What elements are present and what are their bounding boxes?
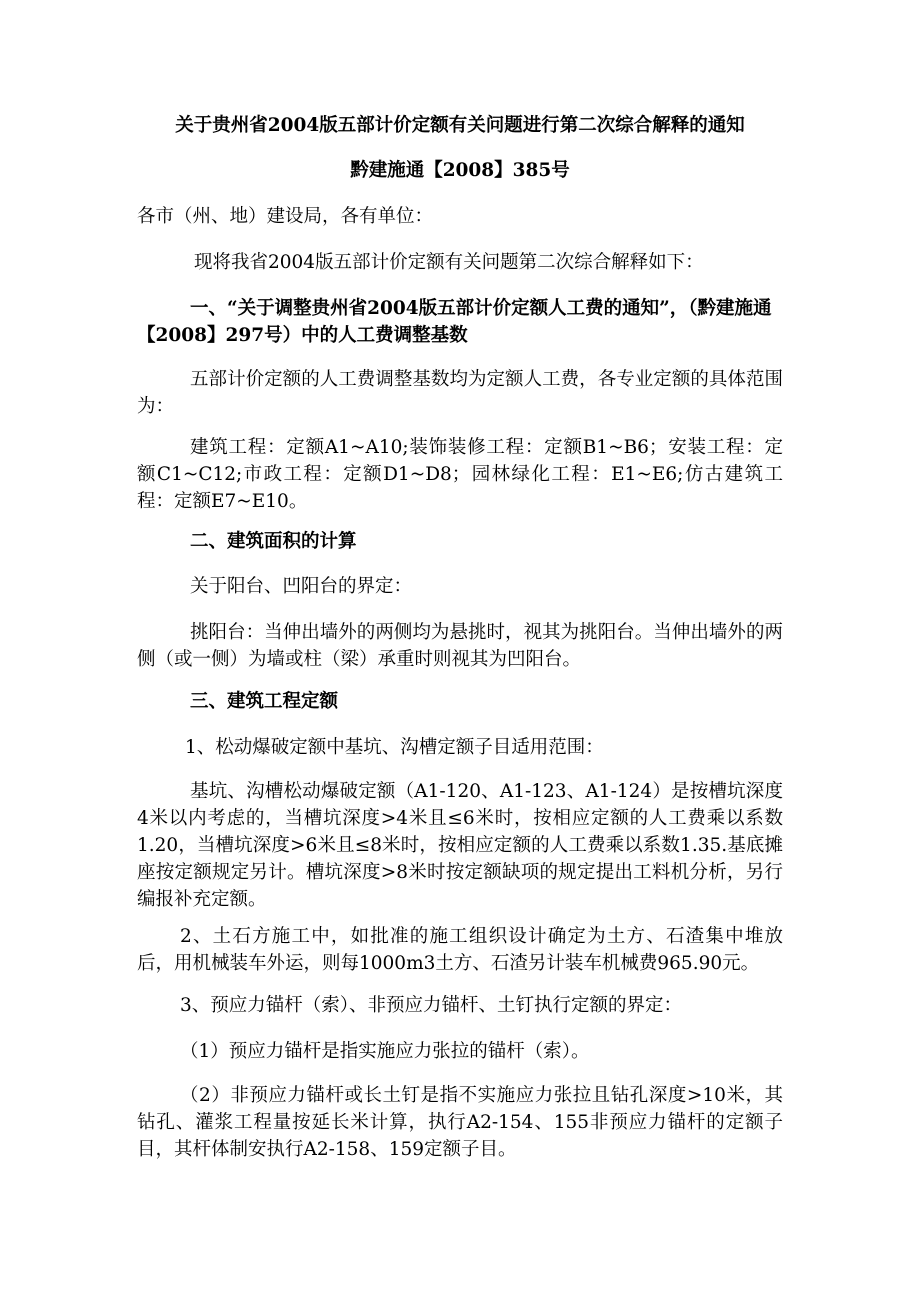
intro-paragraph: 现将我省2004版五部计价定额有关问题第二次综合解释如下： [194,252,704,273]
section3-item1-body: 基坑、沟槽松动爆破定额（A1-120、A1-123、A1-124）是按槽坑深度4米以内考虑的，当槽坑深度>4米且≤6米时，按相应定额的人工费乘以系数1.20，当槽坑深度>6米且≤8米时，按相应定额的人工费乘以系数1.35.基底摊座按定额规定另计。槽坑深度>8米时按定额缺项的规定提出工料机分析，另行编报补充定额。 [137,781,783,910]
section3-item3-sub1: （1）预应力锚杆是指实施应力张拉的锚杆（索）。 [180,1041,590,1062]
section3-item3-sub2: （2）非预应力锚杆或长土钉是指不实施应力张拉且钻孔深度>10米，其钻孔、灌浆工程量按延长米计算，执行A2-154、155非预应力锚杆的定额子目，其杆体制安执行A2-158、159定额子目。 [137,1085,783,1160]
section3-item3-title: 3、预应力锚杆（索）、非预应力锚杆、土钉执行定额的界定： [180,995,683,1016]
section3-item2: 2、土石方施工中，如批准的施工组织设计确定为土方、石渣集中堆放后，用机械装车外运，则每1000m3土方、石渣另计装车机械费965.90元。 [137,926,783,974]
section1-heading-line1: 一、“关于调整贵州省2004版五部计价定额人工费的通知”，（黔建施通 [190,298,772,319]
salutation: 各市（州、地）建设局，各有单位： [137,206,434,227]
document-number: 黔建施通【2008】385号 [350,160,570,181]
section1-paragraph1: 五部计价定额的人工费调整基数均为定额人工费，各专业定额的具体范围为： [137,369,783,417]
section3-item1-title: 1、松动爆破定额中基坑、沟槽定额子目适用范围： [185,737,604,758]
section1-paragraph2: 建筑工程：定额A1~A10;装饰装修工程：定额B1~B6；安装工程：定额C1~C12;市政工程：定额D1~D8；园林绿化工程：E1~E6;仿古建筑工程：定额E7~E10。 [137,437,783,512]
section1-heading-line2: 【2008】297号）中的人工费调整基数 [137,325,468,346]
section3-heading: 三、建筑工程定额 [190,691,339,712]
section2-paragraph2: 挑阳台：当伸出墙外的两侧均为悬挑时，视其为挑阳台。当伸出墙外的两侧（或一侧）为墙或柱（梁）承重时则视其为凹阳台。 [137,622,783,670]
section2-heading: 二、建筑面积的计算 [190,531,357,552]
section2-paragraph1: 关于阳台、凹阳台的界定： [190,576,413,597]
document-title: 关于贵州省2004版五部计价定额有关问题进行第二次综合解释的通知 [175,115,745,136]
